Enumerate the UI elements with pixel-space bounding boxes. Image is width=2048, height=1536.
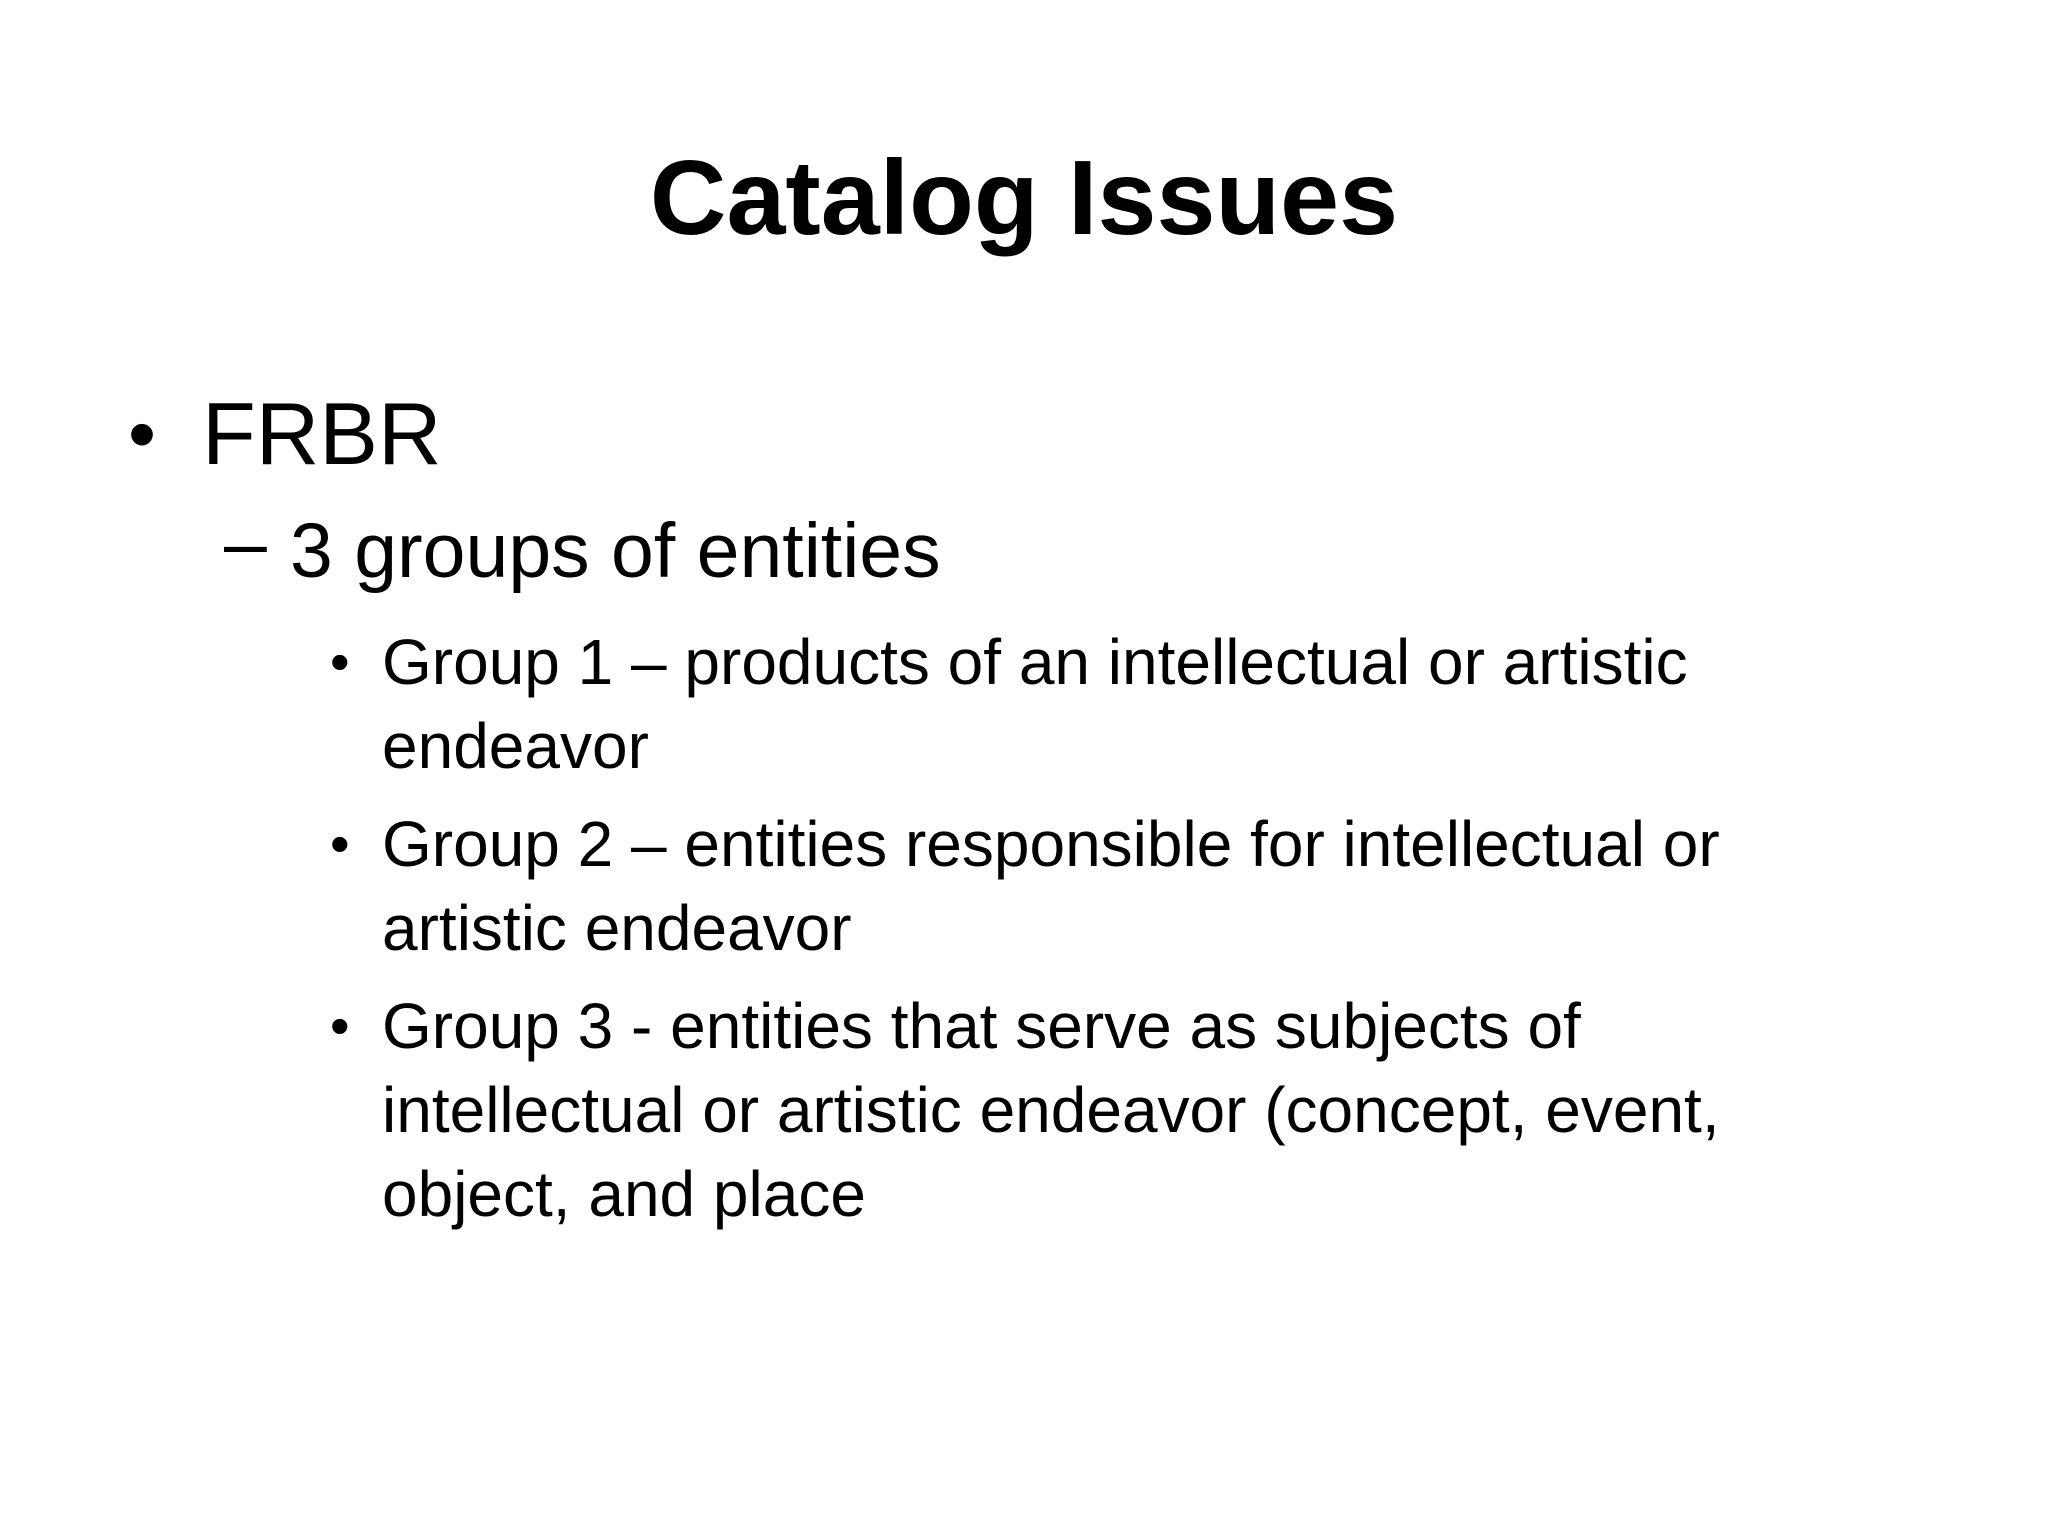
bullet-marker: • — [330, 812, 350, 875]
bullet-marker: • — [330, 994, 350, 1057]
bullet-marker: • — [330, 630, 350, 693]
dash-marker: – — [224, 500, 267, 586]
slide-title: Catalog Issues — [649, 139, 1399, 257]
group-item-text: Group 1 – products of an intellectual or artistic endeavor — [382, 626, 1688, 782]
group-item-text: Group 3 - entities that serve as subjects of intellectual or artistic endeavor (concept, event, object, and place — [382, 990, 1720, 1230]
bullet-text: FRBR — [202, 384, 442, 483]
sub-item-text: 3 groups of entities — [290, 508, 941, 594]
bullet-marker: • — [128, 389, 157, 478]
group-item-text: Group 2 – entities responsible for intellectual or artistic endeavor — [382, 808, 1720, 964]
